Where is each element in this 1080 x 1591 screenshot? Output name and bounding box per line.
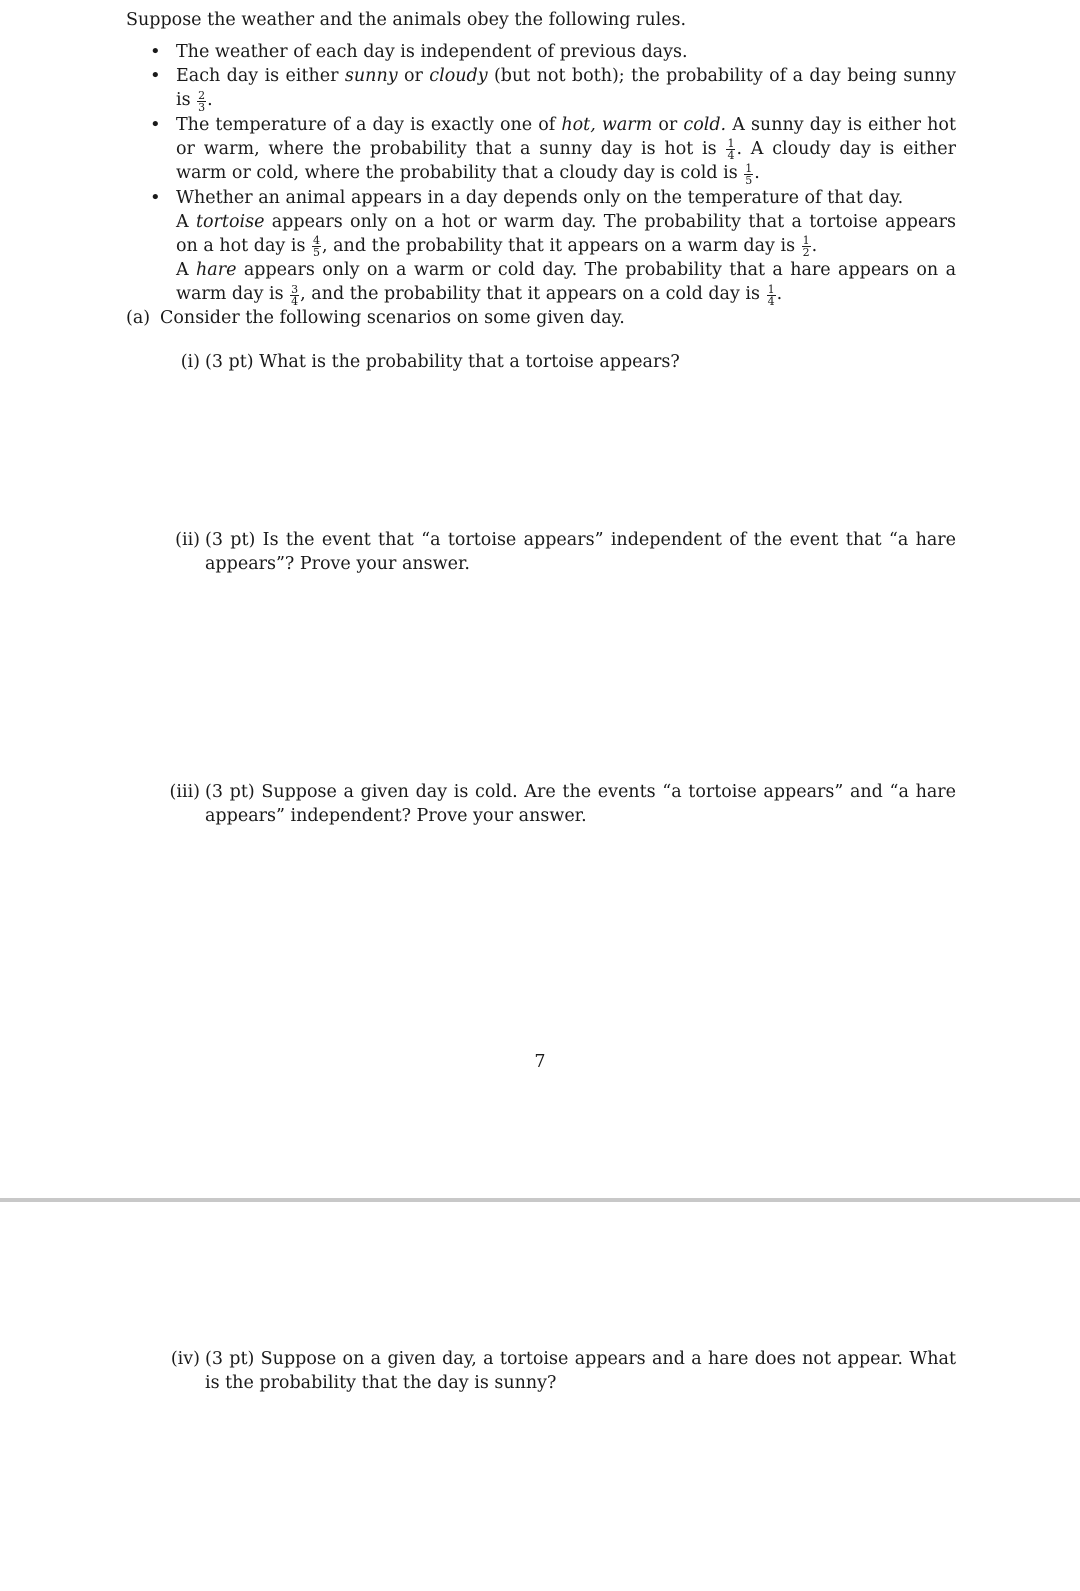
- page-divider: [0, 1198, 1080, 1202]
- rule-1-text: The weather of each day is independent of previous days.: [176, 42, 688, 62]
- rule-4-text: , and the probability that it appears on a cold day is: [300, 284, 766, 304]
- rule-2-text: .: [207, 90, 213, 110]
- term-tortoise: tortoise: [195, 211, 265, 232]
- fraction-one-quarter: [767, 284, 776, 307]
- fraction-denominator: 2: [802, 246, 810, 259]
- fraction-denominator: 5: [313, 246, 320, 259]
- rule-animals: [150, 186, 956, 307]
- term-hot: hot,: [561, 114, 596, 135]
- term-cloudy: cloudy: [429, 66, 488, 86]
- question-text: (3 pt) Is the event that “a tortoise appears” independent of the event that “a hare appears”? Prove your answer.: [205, 530, 956, 574]
- question-text: (3 pt) Suppose on a given day, a tortoise appears and a hare does not appear. What is the probability that the day is sunny?: [205, 1349, 956, 1393]
- rule-3-text: or: [652, 114, 684, 135]
- fraction-numerator: 2: [198, 88, 206, 102]
- rule-tortoise: [176, 210, 956, 259]
- fraction-numerator: 4: [313, 234, 320, 247]
- question-ii: [160, 528, 956, 576]
- rule-4-text: A: [176, 211, 196, 232]
- rule-4-intro: • Whether an animal appears in a day depends only on the temperature of that day.: [176, 187, 904, 208]
- rule-3-text: The temperature of a day is exactly one of: [176, 114, 562, 135]
- term-warm: warm: [601, 114, 653, 135]
- rule-4-text: A: [176, 260, 197, 280]
- fraction-one-fifth: [744, 163, 753, 186]
- question-iii: [160, 780, 956, 828]
- rule-4-text: appears only on a hot or warm day. The probability that a tortoise appears on a hot day is: [176, 211, 957, 256]
- term-cold: cold.: [683, 114, 727, 135]
- fraction-denominator: 4: [767, 294, 775, 308]
- term-hare: hare: [196, 260, 237, 280]
- question-label: (iv): [170, 1349, 200, 1369]
- rule-sunny-cloudy: [150, 64, 956, 113]
- part-a-heading: [126, 306, 956, 330]
- question-iv: [160, 1347, 956, 1395]
- question-i: [160, 350, 956, 374]
- rule-4-text: , and the probability that it appears on a warm day is: [322, 235, 801, 256]
- rule-3-text: A sunny day is either hot or warm, where the probability that a sunny day is hot is: [176, 114, 956, 159]
- term-sunny: sunny: [344, 66, 398, 86]
- question-label: (ii): [175, 530, 200, 550]
- fraction-numerator: 1: [727, 137, 735, 150]
- rule-independence: [150, 40, 956, 64]
- fraction-one-quarter: [726, 138, 735, 161]
- part-a-label: (a): [126, 308, 151, 328]
- question-text: (3 pt) What is the probability that a tortoise appears?: [205, 352, 680, 372]
- rule-2-text: or: [397, 66, 430, 86]
- question-label: (iii): [169, 782, 200, 802]
- fraction-numerator: 3: [291, 282, 299, 296]
- fraction-numerator: 1: [767, 282, 775, 296]
- intro-text: Suppose the weather and the animals obey the following rules.: [126, 10, 687, 30]
- fraction-denominator: 4: [291, 294, 299, 308]
- part-a-text: Consider the following scenarios on some given day.: [160, 308, 625, 328]
- rule-3-text: .: [754, 163, 760, 183]
- question-label: (i): [180, 352, 200, 372]
- page-number: 7: [534, 1052, 546, 1072]
- rule-4-text: .: [776, 284, 783, 304]
- rules-list: [150, 40, 956, 307]
- question-text: (3 pt) Suppose a given day is cold. Are the events “a tortoise appears” and “a hare appears” independent? Prove your answer.: [205, 782, 956, 826]
- rule-temperature: [150, 113, 956, 186]
- fraction-denominator: 5: [745, 173, 753, 187]
- fraction-three-quarters: [290, 284, 299, 307]
- fraction-denominator: 3: [198, 100, 206, 114]
- rule-4-text: appears only on a warm or cold day. The probability that a hare appears on a warm day is: [176, 260, 956, 304]
- fraction-four-fifths: [312, 235, 321, 258]
- fraction-two-thirds: [197, 90, 206, 113]
- rule-4-text: .: [811, 235, 818, 256]
- fraction-denominator: 4: [727, 149, 735, 162]
- rule-3-text: . A cloudy day is either warm or cold, where the probability that a cloudy day is cold is: [176, 138, 956, 183]
- rule-hare: [176, 258, 956, 307]
- rule-2-text: Each day is either: [176, 66, 345, 86]
- rule-2-text: (but not both); the probability of a day being sunny is: [176, 66, 957, 110]
- fraction-one-half: [802, 235, 811, 258]
- fraction-numerator: 1: [745, 161, 753, 175]
- fraction-numerator: 1: [802, 234, 810, 247]
